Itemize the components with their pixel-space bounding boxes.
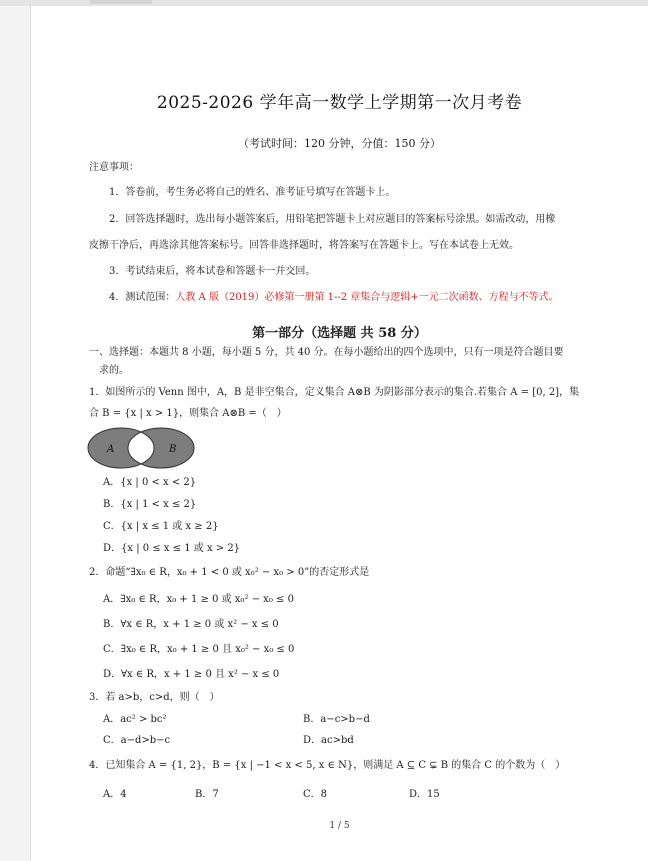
q2-option-b: B．∀x ∈ R，x + 1 ≥ 0 或 x² − x ≤ 0 (103, 619, 279, 630)
q3-stem: 3．若 a>b，c>d，则（ ） (89, 692, 220, 703)
q4-option-a: A．4 (103, 789, 127, 800)
q1-option-c: C．{x | x ≤ 1 或 x ≥ 2} (103, 521, 219, 532)
venn-label-b: B (169, 444, 177, 455)
q3-option-d: D．ac>bd (303, 735, 354, 746)
notice-item-2-line1: 2．回答选择题时，选出每小题答案后，用铅笔把答题卡上对应题目的答案标号涂黑。如需改动，用橡 (109, 214, 556, 225)
notice-item-1: 1．答卷前，考生务必将自己的姓名、准考证号填写在答题卡上。 (109, 187, 396, 198)
q2-stem: 2．命题“∃x₀ ∈ R，x₀ + 1 < 0 或 x₀² − x₀ > 0”的否定形式是 (89, 567, 370, 578)
q2-option-d: D．∀x ∈ R，x + 1 ≥ 0 且 x² − x ≤ 0 (103, 669, 280, 680)
viewer-left-gutter (0, 6, 31, 861)
q4-option-c: C．8 (303, 789, 328, 800)
q2-option-a: A．∃x₀ ∈ R，x₀ + 1 ≥ 0 或 x₀² − x₀ ≤ 0 (103, 594, 294, 605)
q3-option-c: C．a−d>b−c (103, 735, 171, 746)
q4-option-b: B．7 (195, 789, 219, 800)
document-page (31, 6, 648, 861)
notice-heading: 注意事项： (89, 162, 139, 173)
exam-info: （考试时间：120 分钟，分值：150 分） (238, 137, 441, 150)
part1-instruction-line1: 一、选择题：本题共 8 小题，每小题 5 分，共 40 分。在每小题给出的四个选项中，只有一项是符合题目要 (89, 347, 564, 358)
q1-stem-line2: 合 B = {x | x > 1}，则集合 A⊗B =（ ） (89, 408, 287, 419)
section-title: 第一部分（选择题 共 58 分） (252, 326, 427, 341)
q3-option-b: B．a−c>b−d (303, 714, 370, 725)
viewer-tab[interactable] (90, 0, 152, 4)
venn-diagram (87, 426, 199, 470)
q1-option-b: B．{x | 1 < x ≤ 2} (103, 499, 197, 510)
q4-option-d: D．15 (409, 789, 440, 800)
q1-stem-line1: 1．如图所示的 Venn 图中，A，B 是非空集合，定义集合 A⊗B 为阴影部分表示的集合.若集合 A = [0, 2]，集 (89, 387, 580, 398)
q2-option-c: C．∃x₀ ∈ R，x₀ + 1 ≥ 0 且 x₀² − x₀ ≤ 0 (103, 644, 295, 655)
notice-item-4: 4．测试范围：人教 A 版（2019）必修第一册第 1--2 章集合与逻辑+一元二次函数、方程与不等式。 (109, 292, 559, 303)
page-title: 2025-2026 学年高一数学上学期第一次月考卷 (156, 93, 523, 113)
notice-item-2-line2: 皮擦干净后，再选涂其他答案标号。回答非选择题时，将答案写在答题卡上。写在本试卷上无效。 (89, 240, 519, 251)
part1-instruction-line2: 求的。 (99, 365, 129, 376)
q4-stem: 4．已知集合 A = {1, 2}，B = {x | −1 < x < 5, x ∈ N}，则满足 A ⊆ C ⊊ B 的集合 C 的个数为（ ） (89, 760, 566, 771)
notice-item-3: 3．考试结束后，将本试卷和答题卡一并交回。 (109, 266, 316, 277)
q1-option-a: A．{x | 0 < x < 2} (103, 477, 197, 488)
q3-option-a: A．ac² > bc² (103, 714, 167, 725)
q1-option-d: D．{x | 0 ≤ x ≤ 1 或 x > 2} (103, 543, 241, 554)
page-number: 1 / 5 (329, 821, 350, 831)
test-scope: 人教 A 版（2019）必修第一册第 1--2 章集合与逻辑+一元二次函数、方程与不等式。 (175, 292, 559, 303)
venn-label-a: A (107, 444, 115, 455)
